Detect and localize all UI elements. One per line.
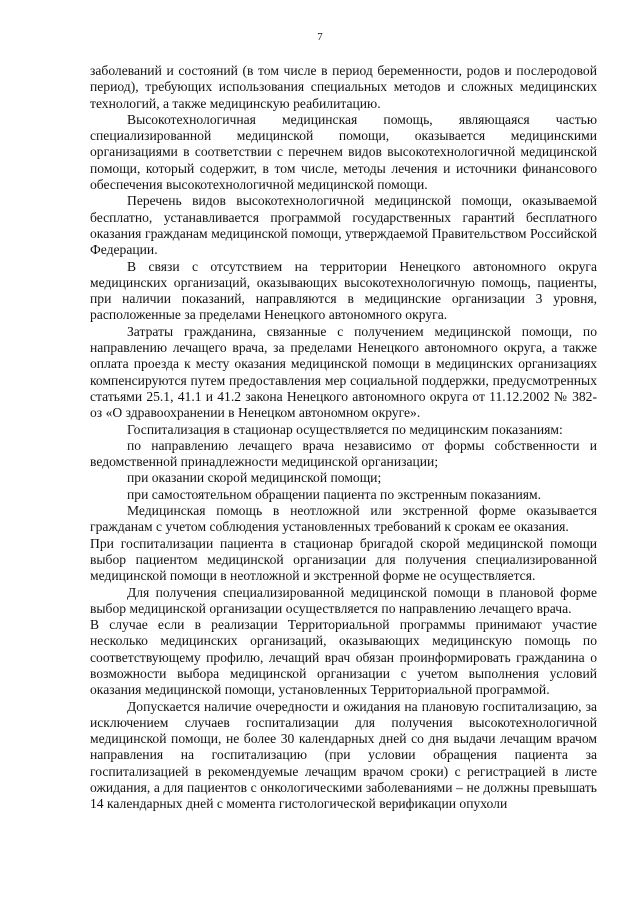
document-body <box>90 63 597 813</box>
paragraph: при самостоятельном обращении пациента по экстренным показаниям. <box>127 486 541 502</box>
paragraph: Госпитализация в стационар осуществляется по медицинским показаниям: <box>127 421 563 437</box>
paragraph: по направлению лечащего врача независимо от формы собственности и ведомственной принадлежности медицинской организации; <box>90 437 597 470</box>
page-number: 7 <box>317 31 323 43</box>
paragraph: заболеваний и состояний (в том числе в период беременности, родов и послеродовой период), требующих использования специальных методов и сложных медицинских технологий, а также медицинскую реабилитацию. <box>90 63 597 111</box>
paragraph: при оказании скорой медицинской помощи; <box>127 470 382 486</box>
paragraph: Допускается наличие очередности и ожидания на плановую госпитализацию, за исключением случаев госпитализации для получения высокотехнологичной медицинской помощи, не более 30 календарных дней со дня выдачи лечащим врачом направления на госпитализацию (при условии обращения пациента за госпитализацией в рекомендуемые лечащим врачом сроки) с регистрацией в листе ожидания, а для пациентов с онкологическими заболеваниями – не должны превышать 14 календарных дней с момента гистологической верификации опухоли <box>90 698 597 812</box>
paragraph: Затраты гражданина, связанные с получением медицинской помощи, по направлению лечащего врача, за пределами Ненецкого автономного округа, а также оплата проезда к месту оказания медицинской помощи в медицинских организациях компенсируются путем предоставления мер социальной поддержки, предусмотренных статьями 25.1, 41.1 и 41.2 закона Ненецкого автономного округа от 11.12.2002 № 382-оз «О здравоохранении в Ненецком автономном округе». <box>90 323 597 421</box>
paragraph: Высокотехнологичная медицинская помощь, являющаяся частью специализированной медицинской помощи, оказывается медицинскими организациями в соответствии с перечнем видов высокотехнологичной медицинской помощи, который содержит, в том числе, методы лечения и источники финансового обеспечения высокотехнологичной медицинской помощи. <box>90 111 597 193</box>
paragraph: Для получения специализированной медицинской помощи в плановой форме выбор медицинской организации осуществляется по направлению лечащего врача. <box>90 584 597 616</box>
paragraph: Медицинская помощь в неотложной или экстренной форме оказывается гражданам с учетом соблюдения установленных требований к срокам ее оказания. <box>90 503 597 535</box>
paragraph: Перечень видов высокотехнологичной медицинской помощи, оказываемой бесплатно, устанавливается программой государственных гарантий бесплатного оказания гражданам медицинской помощи, утверждаемой Правительством Российской Федерации. <box>90 193 597 258</box>
paragraph: В связи с отсутствием на территории Ненецкого автономного округа медицинских организаций, оказывающих высокотехнологичную помощь, пациенты, при наличии показаний, направляются в медицинские организации 3 уровня, расположенные за пределами Ненецкого автономного округа. <box>90 258 597 323</box>
paragraph: При госпитализации пациента в стационар бригадой скорой медицинской помощи выбор пациентом медицинской организации для получения специализированной медицинской помощи в неотложной и экстренной форме не осуществляется. <box>90 535 597 584</box>
paragraph: В случае если в реализации Территориальной программы принимают участие несколько медицинских организаций, оказывающих медицинскую помощь по соответствующему профилю, лечащий врач обязан проинформировать гражданина о возможности выбора медицинской организации с учетом выполнения условий оказания медицинской помощи, установленных Территориальной программой. <box>90 617 597 698</box>
